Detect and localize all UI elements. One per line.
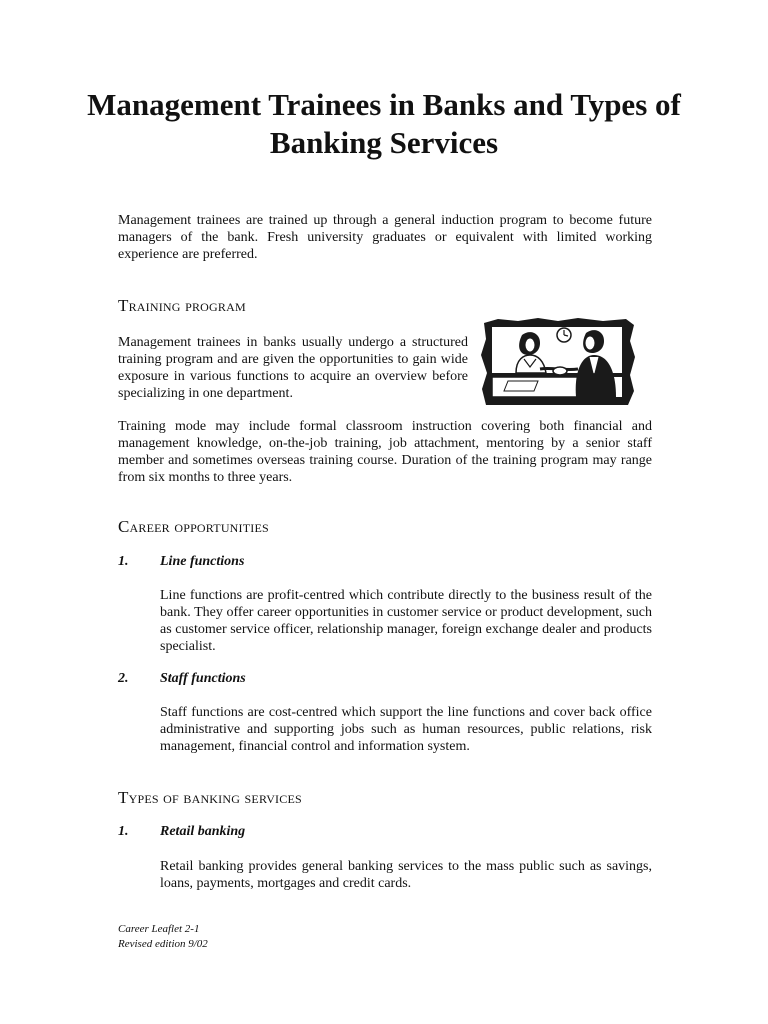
handshake-clipart-image bbox=[478, 315, 638, 410]
training-paragraph-1: Management trainees in banks usually undergo a structured training program and are given the opportunities to gain wide exposure in various functions to acquire an overview before specializing in one department. bbox=[118, 335, 468, 401]
intro-paragraph: Management trainees are trained up through a general induction program to become future managers of the bank. Fresh university graduates or equivalent with limited working experience are preferred. bbox=[118, 213, 652, 262]
footer-leaflet-label: Career Leaflet 2-1 bbox=[118, 923, 200, 935]
page-title: Management Trainees in Banks and Types of Banking Services bbox=[87, 87, 681, 160]
retail-banking-paragraph: Retail banking provides general banking services to the mass public such as savings, loans, payments, mortgages and credit cards. bbox=[160, 859, 652, 891]
footer-revision-label: Revised edition 9/02 bbox=[118, 938, 208, 950]
page-footer bbox=[118, 922, 208, 952]
list-number: 1. bbox=[118, 824, 129, 839]
subheading-line-functions: Line functions bbox=[160, 554, 245, 569]
subheading-retail-banking: Retail banking bbox=[160, 824, 246, 839]
list-number: 2. bbox=[118, 671, 129, 686]
staff-functions-paragraph: Staff functions are cost-centred which support the line functions and cover back office administrative and supporting jobs such as human resources, public relations, risk management, financial control and information system. bbox=[160, 705, 652, 754]
list-number: 1. bbox=[118, 554, 129, 569]
subheading-staff-functions: Staff functions bbox=[160, 671, 246, 686]
section-heading-career: Career opportunities bbox=[118, 517, 269, 536]
section-heading-training: Training program bbox=[118, 296, 246, 315]
line-functions-paragraph: Line functions are profit-centred which contribute directly to the business result of the bank. They offer career opportunities in customer service or product development, such as customer service officer, relationship manager, foreign exchange dealer and products specialist. bbox=[160, 588, 652, 654]
training-paragraph-2: Training mode may include formal classroom instruction covering both financial and management knowledge, on-the-job training, job attachment, mentoring by a senior staff member and sometimes overseas training course. Duration of the training program may range from six months to three years. bbox=[118, 419, 652, 485]
section-heading-services: Types of banking services bbox=[118, 788, 302, 807]
